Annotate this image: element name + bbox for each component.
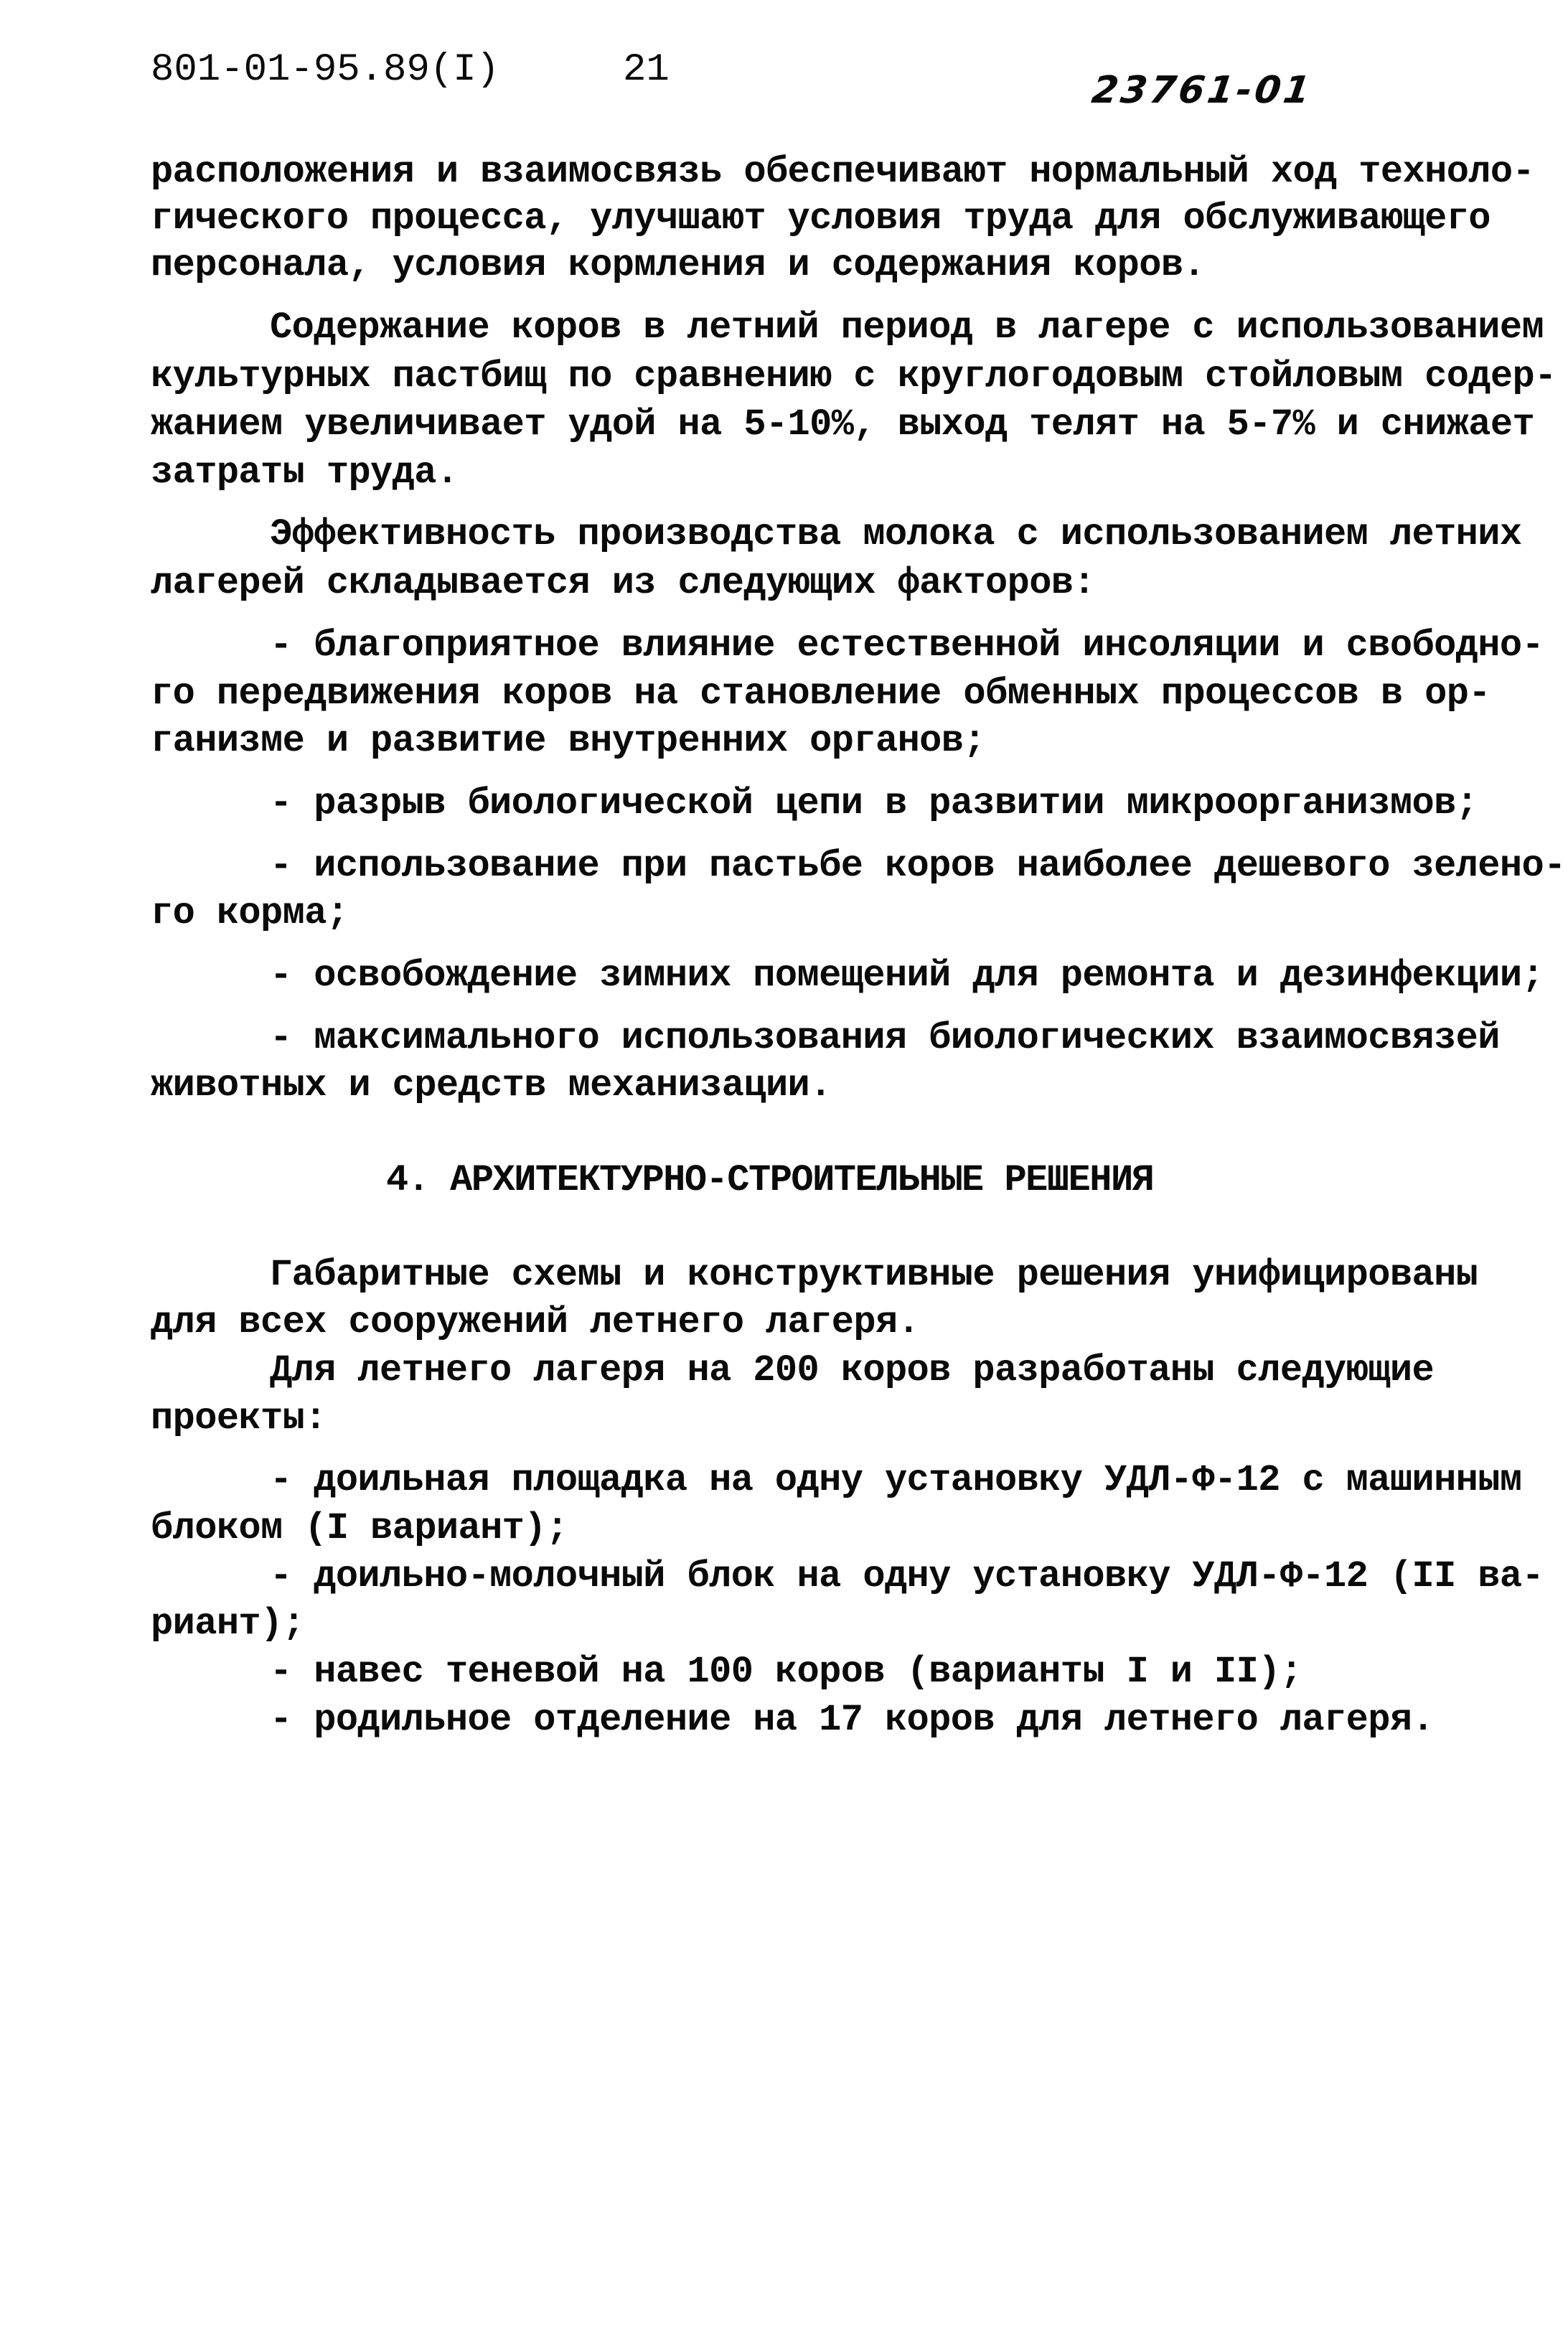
body-line: блоком (I вариант); xyxy=(151,1507,568,1549)
body-line: персонала, условия кормления и содержания коров. xyxy=(151,244,1206,286)
body-line: для всех сооружений летнего лагеря. xyxy=(151,1301,920,1343)
body-line: Эффективность производства молока с использованием летних xyxy=(270,513,1522,555)
body-line: ганизме и развитие внутренних органов; xyxy=(151,720,985,762)
page-number: 21 xyxy=(623,48,670,92)
list-item: - доильно-молочный блок на одну установку УДЛ-Ф-12 (II ва- xyxy=(270,1555,1544,1598)
body-line: риант); xyxy=(151,1603,305,1645)
list-item: - максимального использования биологических взаимосвязей xyxy=(270,1017,1500,1059)
list-item: - навес теневой на 100 коров (варианты I и II); xyxy=(270,1651,1302,1693)
body-line: животных и средств механизации. xyxy=(151,1064,832,1107)
document-code: 801-01-95.89(I) xyxy=(151,48,500,92)
list-item: - использование при пастьбе коров наиболее дешевого зелено- xyxy=(270,845,1566,887)
list-item: - освобождение зимних помещений для ремонта и дезинфекции; xyxy=(270,955,1544,997)
body-line: расположения и взаимосвязь обеспечивают нормальный ход техноло- xyxy=(151,151,1535,193)
body-line: проекты: xyxy=(151,1397,327,1440)
list-item: - разрыв биологической цепи в развитии микроорганизмов; xyxy=(270,782,1478,825)
section-heading: 4. АРХИТЕКТУРНО-СТРОИТЕЛЬНЫЕ РЕШЕНИЯ xyxy=(386,1159,1154,1201)
body-line: лагерей складывается из следующих факторов: xyxy=(151,562,1096,604)
body-line: Для летнего лагеря на 200 коров разработаны следующие xyxy=(270,1349,1435,1392)
list-item: - доильная площадка на одну установку УДЛ-Ф-12 с машинным xyxy=(270,1459,1522,1501)
body-line: жанием увеличивает удой на 5-10%, выход телят на 5-7% и снижает xyxy=(151,403,1535,446)
body-line: го передвижения коров на становление обменных процессов в ор- xyxy=(151,672,1490,715)
list-item: - благоприятное влияние естественной инсоляции и свободно- xyxy=(270,624,1544,667)
body-line: го корма; xyxy=(151,892,349,934)
handwritten-number: 23761-01 xyxy=(1089,69,1316,112)
body-line: Содержание коров в летний период в лагере с использованием xyxy=(270,306,1544,349)
list-item: - родильное отделение на 17 коров для летнего лагеря. xyxy=(270,1699,1435,1741)
body-line: Габаритные схемы и конструктивные решения унифицированы xyxy=(270,1254,1478,1296)
body-line: затраты труда. xyxy=(151,451,459,494)
body-line: культурных пастбищ по сравнению с круглогодовым стойловым содер- xyxy=(151,355,1557,398)
body-line: гического процесса, улучшают условия труда для обслуживающего xyxy=(151,197,1490,240)
